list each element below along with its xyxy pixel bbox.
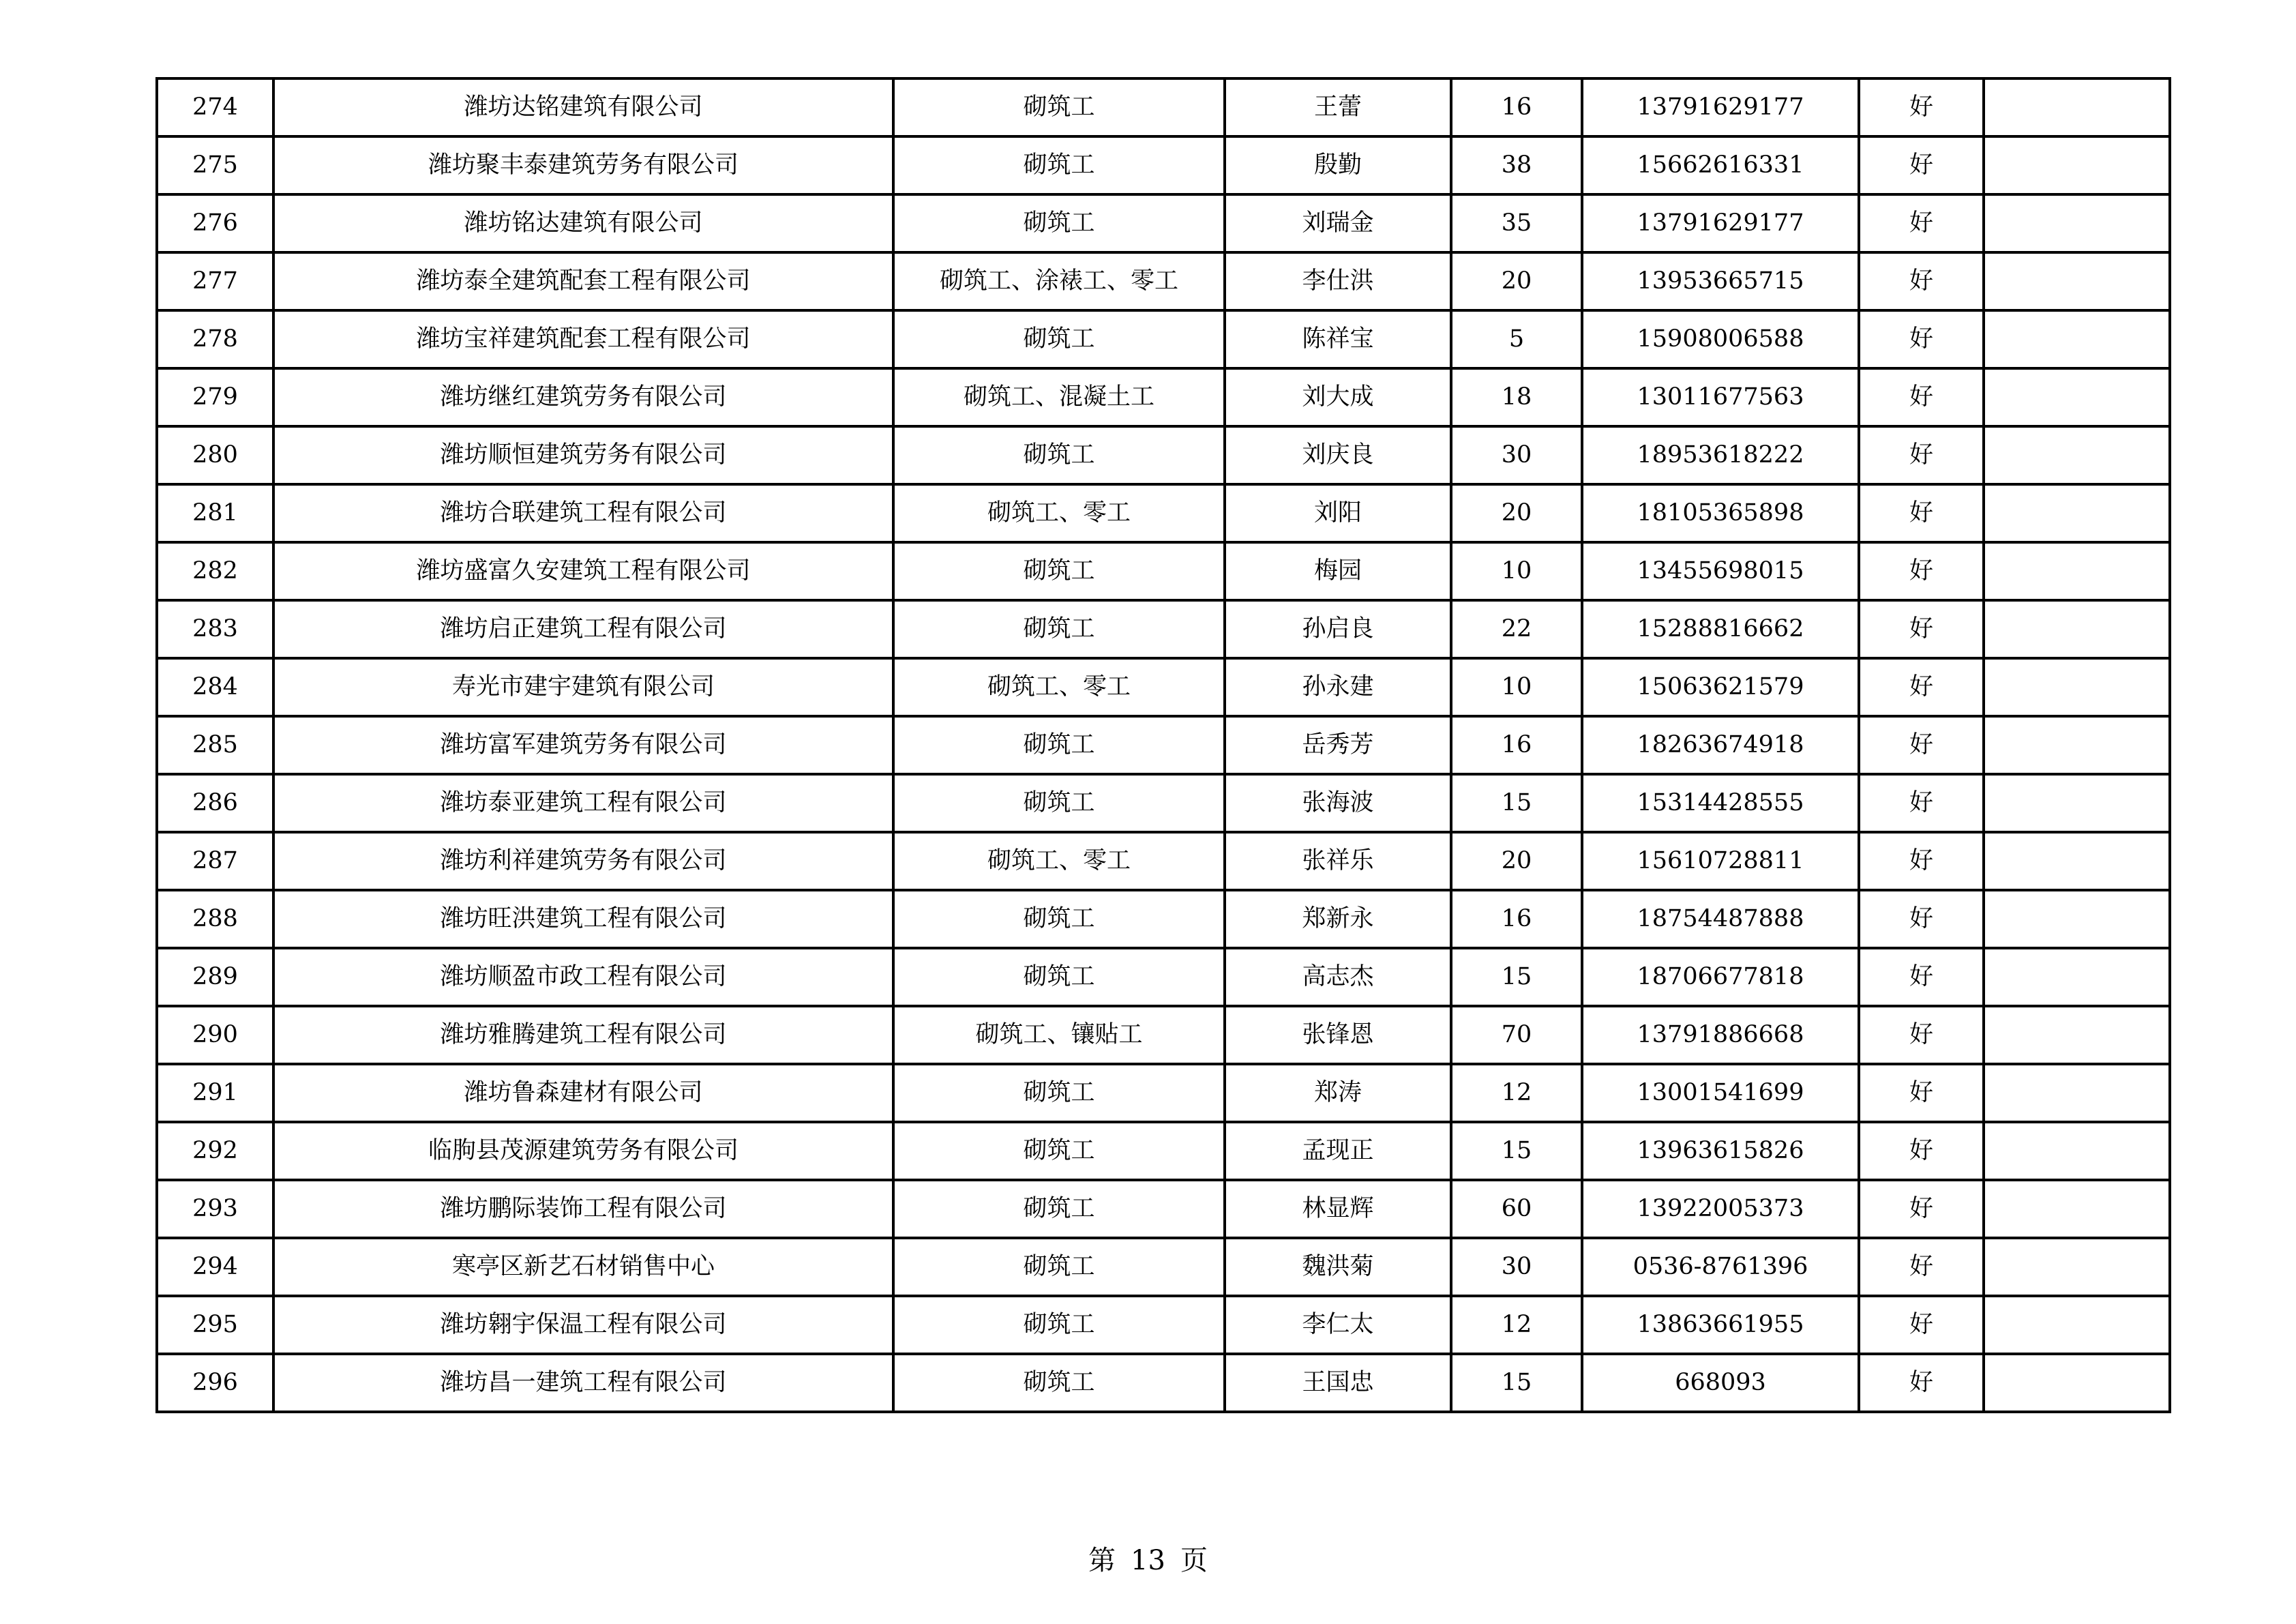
phone-number-cell: 13001541699 [1582, 1064, 1859, 1122]
roster-table [155, 77, 2171, 1413]
remark-cell [1984, 600, 2170, 658]
contact-person-cell: 郑新永 [1225, 890, 1451, 948]
trade-type-cell: 砌筑工 [893, 1238, 1225, 1296]
row-number-cell: 278 [157, 310, 273, 368]
rating-cell: 好 [1859, 542, 1984, 600]
rating-cell: 好 [1859, 368, 1984, 426]
trade-type-cell: 砌筑工 [893, 600, 1225, 658]
table-row [157, 716, 2170, 774]
contact-person-cell: 郑涛 [1225, 1064, 1451, 1122]
table-row [157, 542, 2170, 600]
row-number-cell: 280 [157, 426, 273, 484]
trade-type-cell: 砌筑工 [893, 1122, 1225, 1180]
table-row [157, 774, 2170, 832]
company-name-cell: 潍坊翱宇保温工程有限公司 [273, 1296, 893, 1354]
worker-count-cell: 15 [1451, 774, 1582, 832]
contact-person-cell: 王国忠 [1225, 1354, 1451, 1412]
row-number-cell: 293 [157, 1180, 273, 1238]
phone-number-cell: 15662616331 [1582, 136, 1859, 194]
remark-cell [1984, 1180, 2170, 1238]
table-row [157, 484, 2170, 542]
trade-type-cell: 砌筑工、零工 [893, 658, 1225, 716]
remark-cell [1984, 194, 2170, 252]
table-row [157, 194, 2170, 252]
company-name-cell: 潍坊雅腾建筑工程有限公司 [273, 1006, 893, 1064]
remark-cell [1984, 542, 2170, 600]
contact-person-cell: 刘大成 [1225, 368, 1451, 426]
row-number-cell: 282 [157, 542, 273, 600]
phone-number-cell: 668093 [1582, 1354, 1859, 1412]
rating-cell: 好 [1859, 1238, 1984, 1296]
remark-cell [1984, 368, 2170, 426]
trade-type-cell: 砌筑工 [893, 136, 1225, 194]
row-number-cell: 290 [157, 1006, 273, 1064]
worker-count-cell: 38 [1451, 136, 1582, 194]
company-name-cell: 寿光市建宇建筑有限公司 [273, 658, 893, 716]
remark-cell [1984, 1354, 2170, 1412]
row-number-cell: 281 [157, 484, 273, 542]
trade-type-cell: 砌筑工 [893, 716, 1225, 774]
contact-person-cell: 张海波 [1225, 774, 1451, 832]
table-row [157, 658, 2170, 716]
phone-number-cell: 15063621579 [1582, 658, 1859, 716]
table-row [157, 252, 2170, 310]
company-name-cell: 潍坊宝祥建筑配套工程有限公司 [273, 310, 893, 368]
company-name-cell: 潍坊铭达建筑有限公司 [273, 194, 893, 252]
company-name-cell: 潍坊顺盈市政工程有限公司 [273, 948, 893, 1006]
remark-cell [1984, 774, 2170, 832]
rating-cell: 好 [1859, 426, 1984, 484]
trade-type-cell: 砌筑工 [893, 1180, 1225, 1238]
contact-person-cell: 张祥乐 [1225, 832, 1451, 890]
table-row [157, 426, 2170, 484]
worker-count-cell: 10 [1451, 658, 1582, 716]
worker-count-cell: 16 [1451, 716, 1582, 774]
trade-type-cell: 砌筑工 [893, 948, 1225, 1006]
worker-count-cell: 16 [1451, 890, 1582, 948]
company-name-cell: 潍坊昌一建筑工程有限公司 [273, 1354, 893, 1412]
company-name-cell: 潍坊泰全建筑配套工程有限公司 [273, 252, 893, 310]
company-name-cell: 潍坊鲁森建材有限公司 [273, 1064, 893, 1122]
trade-type-cell: 砌筑工 [893, 774, 1225, 832]
page-footer-prefix: 第 [1088, 1545, 1116, 1576]
phone-number-cell: 15610728811 [1582, 832, 1859, 890]
row-number-cell: 296 [157, 1354, 273, 1412]
row-number-cell: 276 [157, 194, 273, 252]
worker-count-cell: 15 [1451, 1122, 1582, 1180]
remark-cell [1984, 310, 2170, 368]
table-row [157, 1296, 2170, 1354]
company-name-cell: 潍坊富军建筑劳务有限公司 [273, 716, 893, 774]
worker-count-cell: 35 [1451, 194, 1582, 252]
trade-type-cell: 砌筑工 [893, 1354, 1225, 1412]
rating-cell: 好 [1859, 1354, 1984, 1412]
worker-count-cell: 10 [1451, 542, 1582, 600]
company-name-cell: 潍坊鹏际装饰工程有限公司 [273, 1180, 893, 1238]
phone-number-cell: 13791629177 [1582, 194, 1859, 252]
remark-cell [1984, 484, 2170, 542]
worker-count-cell: 12 [1451, 1064, 1582, 1122]
company-name-cell: 潍坊泰亚建筑工程有限公司 [273, 774, 893, 832]
contact-person-cell: 王蕾 [1225, 78, 1451, 136]
row-number-cell: 286 [157, 774, 273, 832]
row-number-cell: 279 [157, 368, 273, 426]
table-row [157, 368, 2170, 426]
contact-person-cell: 李仕洪 [1225, 252, 1451, 310]
company-name-cell: 潍坊达铭建筑有限公司 [273, 78, 893, 136]
table-row [157, 136, 2170, 194]
table-row [157, 1180, 2170, 1238]
trade-type-cell: 砌筑工 [893, 426, 1225, 484]
page-footer [0, 1547, 2296, 1574]
table-row [157, 1238, 2170, 1296]
worker-count-cell: 12 [1451, 1296, 1582, 1354]
row-number-cell: 277 [157, 252, 273, 310]
worker-count-cell: 30 [1451, 426, 1582, 484]
contact-person-cell: 魏洪菊 [1225, 1238, 1451, 1296]
contact-person-cell: 张锋恩 [1225, 1006, 1451, 1064]
table-row [157, 832, 2170, 890]
rating-cell: 好 [1859, 658, 1984, 716]
rating-cell: 好 [1859, 1296, 1984, 1354]
rating-cell: 好 [1859, 832, 1984, 890]
rating-cell: 好 [1859, 890, 1984, 948]
contact-person-cell: 孙永建 [1225, 658, 1451, 716]
trade-type-cell: 砌筑工 [893, 1064, 1225, 1122]
row-number-cell: 285 [157, 716, 273, 774]
worker-count-cell: 15 [1451, 1354, 1582, 1412]
trade-type-cell: 砌筑工 [893, 542, 1225, 600]
rating-cell: 好 [1859, 1006, 1984, 1064]
row-number-cell: 288 [157, 890, 273, 948]
table-row [157, 1064, 2170, 1122]
rating-cell: 好 [1859, 948, 1984, 1006]
rating-cell: 好 [1859, 310, 1984, 368]
remark-cell [1984, 948, 2170, 1006]
company-name-cell: 潍坊利祥建筑劳务有限公司 [273, 832, 893, 890]
remark-cell [1984, 1064, 2170, 1122]
worker-count-cell: 16 [1451, 78, 1582, 136]
contact-person-cell: 梅园 [1225, 542, 1451, 600]
contact-person-cell: 岳秀芳 [1225, 716, 1451, 774]
contact-person-cell: 高志杰 [1225, 948, 1451, 1006]
contact-person-cell: 李仁太 [1225, 1296, 1451, 1354]
row-number-cell: 289 [157, 948, 273, 1006]
worker-count-cell: 18 [1451, 368, 1582, 426]
trade-type-cell: 砌筑工 [893, 78, 1225, 136]
table-row [157, 78, 2170, 136]
rating-cell: 好 [1859, 774, 1984, 832]
contact-person-cell: 刘庆良 [1225, 426, 1451, 484]
worker-count-cell: 30 [1451, 1238, 1582, 1296]
rating-cell: 好 [1859, 78, 1984, 136]
worker-count-cell: 20 [1451, 484, 1582, 542]
worker-count-cell: 20 [1451, 832, 1582, 890]
remark-cell [1984, 658, 2170, 716]
rating-cell: 好 [1859, 484, 1984, 542]
phone-number-cell: 0536-8761396 [1582, 1238, 1859, 1296]
remark-cell [1984, 1006, 2170, 1064]
trade-type-cell: 砌筑工、混凝土工 [893, 368, 1225, 426]
table-row [157, 1122, 2170, 1180]
table-row [157, 1006, 2170, 1064]
contact-person-cell: 孟现正 [1225, 1122, 1451, 1180]
worker-count-cell: 70 [1451, 1006, 1582, 1064]
worker-count-cell: 5 [1451, 310, 1582, 368]
roster-table-body [157, 78, 2170, 1412]
remark-cell [1984, 832, 2170, 890]
page-number: 13 [1131, 1545, 1165, 1576]
phone-number-cell: 13863661955 [1582, 1296, 1859, 1354]
rating-cell: 好 [1859, 136, 1984, 194]
row-number-cell: 274 [157, 78, 273, 136]
trade-type-cell: 砌筑工、零工 [893, 484, 1225, 542]
phone-number-cell: 15908006588 [1582, 310, 1859, 368]
trade-type-cell: 砌筑工 [893, 890, 1225, 948]
rating-cell: 好 [1859, 600, 1984, 658]
company-name-cell: 寒亭区新艺石材销售中心 [273, 1238, 893, 1296]
row-number-cell: 291 [157, 1064, 273, 1122]
table-row [157, 600, 2170, 658]
contact-person-cell: 刘瑞金 [1225, 194, 1451, 252]
company-name-cell: 潍坊继红建筑劳务有限公司 [273, 368, 893, 426]
remark-cell [1984, 1238, 2170, 1296]
phone-number-cell: 18706677818 [1582, 948, 1859, 1006]
table-row [157, 1354, 2170, 1412]
phone-number-cell: 18105365898 [1582, 484, 1859, 542]
trade-type-cell: 砌筑工、零工 [893, 832, 1225, 890]
trade-type-cell: 砌筑工 [893, 1296, 1225, 1354]
contact-person-cell: 林显辉 [1225, 1180, 1451, 1238]
remark-cell [1984, 136, 2170, 194]
phone-number-cell: 15314428555 [1582, 774, 1859, 832]
company-name-cell: 临朐县茂源建筑劳务有限公司 [273, 1122, 893, 1180]
phone-number-cell: 13455698015 [1582, 542, 1859, 600]
phone-number-cell: 13791886668 [1582, 1006, 1859, 1064]
worker-count-cell: 20 [1451, 252, 1582, 310]
company-name-cell: 潍坊合联建筑工程有限公司 [273, 484, 893, 542]
company-name-cell: 潍坊盛富久安建筑工程有限公司 [273, 542, 893, 600]
table-row [157, 890, 2170, 948]
page-footer-suffix: 页 [1180, 1545, 1208, 1576]
phone-number-cell: 18754487888 [1582, 890, 1859, 948]
trade-type-cell: 砌筑工、镶贴工 [893, 1006, 1225, 1064]
company-name-cell: 潍坊启正建筑工程有限公司 [273, 600, 893, 658]
row-number-cell: 283 [157, 600, 273, 658]
row-number-cell: 292 [157, 1122, 273, 1180]
remark-cell [1984, 890, 2170, 948]
worker-count-cell: 22 [1451, 600, 1582, 658]
worker-count-cell: 60 [1451, 1180, 1582, 1238]
rating-cell: 好 [1859, 716, 1984, 774]
rating-cell: 好 [1859, 1180, 1984, 1238]
contact-person-cell: 孙启良 [1225, 600, 1451, 658]
trade-type-cell: 砌筑工、涂裱工、零工 [893, 252, 1225, 310]
remark-cell [1984, 78, 2170, 136]
phone-number-cell: 13963615826 [1582, 1122, 1859, 1180]
company-name-cell: 潍坊聚丰泰建筑劳务有限公司 [273, 136, 893, 194]
remark-cell [1984, 426, 2170, 484]
contact-person-cell: 刘阳 [1225, 484, 1451, 542]
remark-cell [1984, 1122, 2170, 1180]
phone-number-cell: 13791629177 [1582, 78, 1859, 136]
rating-cell: 好 [1859, 1064, 1984, 1122]
company-name-cell: 潍坊旺洪建筑工程有限公司 [273, 890, 893, 948]
row-number-cell: 275 [157, 136, 273, 194]
row-number-cell: 287 [157, 832, 273, 890]
rating-cell: 好 [1859, 1122, 1984, 1180]
row-number-cell: 294 [157, 1238, 273, 1296]
table-row [157, 948, 2170, 1006]
remark-cell [1984, 716, 2170, 774]
trade-type-cell: 砌筑工 [893, 194, 1225, 252]
phone-number-cell: 18263674918 [1582, 716, 1859, 774]
contact-person-cell: 殷勤 [1225, 136, 1451, 194]
phone-number-cell: 18953618222 [1582, 426, 1859, 484]
rating-cell: 好 [1859, 194, 1984, 252]
remark-cell [1984, 1296, 2170, 1354]
remark-cell [1984, 252, 2170, 310]
phone-number-cell: 13922005373 [1582, 1180, 1859, 1238]
row-number-cell: 295 [157, 1296, 273, 1354]
rating-cell: 好 [1859, 252, 1984, 310]
row-number-cell: 284 [157, 658, 273, 716]
table-row [157, 310, 2170, 368]
contact-person-cell: 陈祥宝 [1225, 310, 1451, 368]
trade-type-cell: 砌筑工 [893, 310, 1225, 368]
phone-number-cell: 15288816662 [1582, 600, 1859, 658]
phone-number-cell: 13953665715 [1582, 252, 1859, 310]
company-name-cell: 潍坊顺恒建筑劳务有限公司 [273, 426, 893, 484]
worker-count-cell: 15 [1451, 948, 1582, 1006]
phone-number-cell: 13011677563 [1582, 368, 1859, 426]
